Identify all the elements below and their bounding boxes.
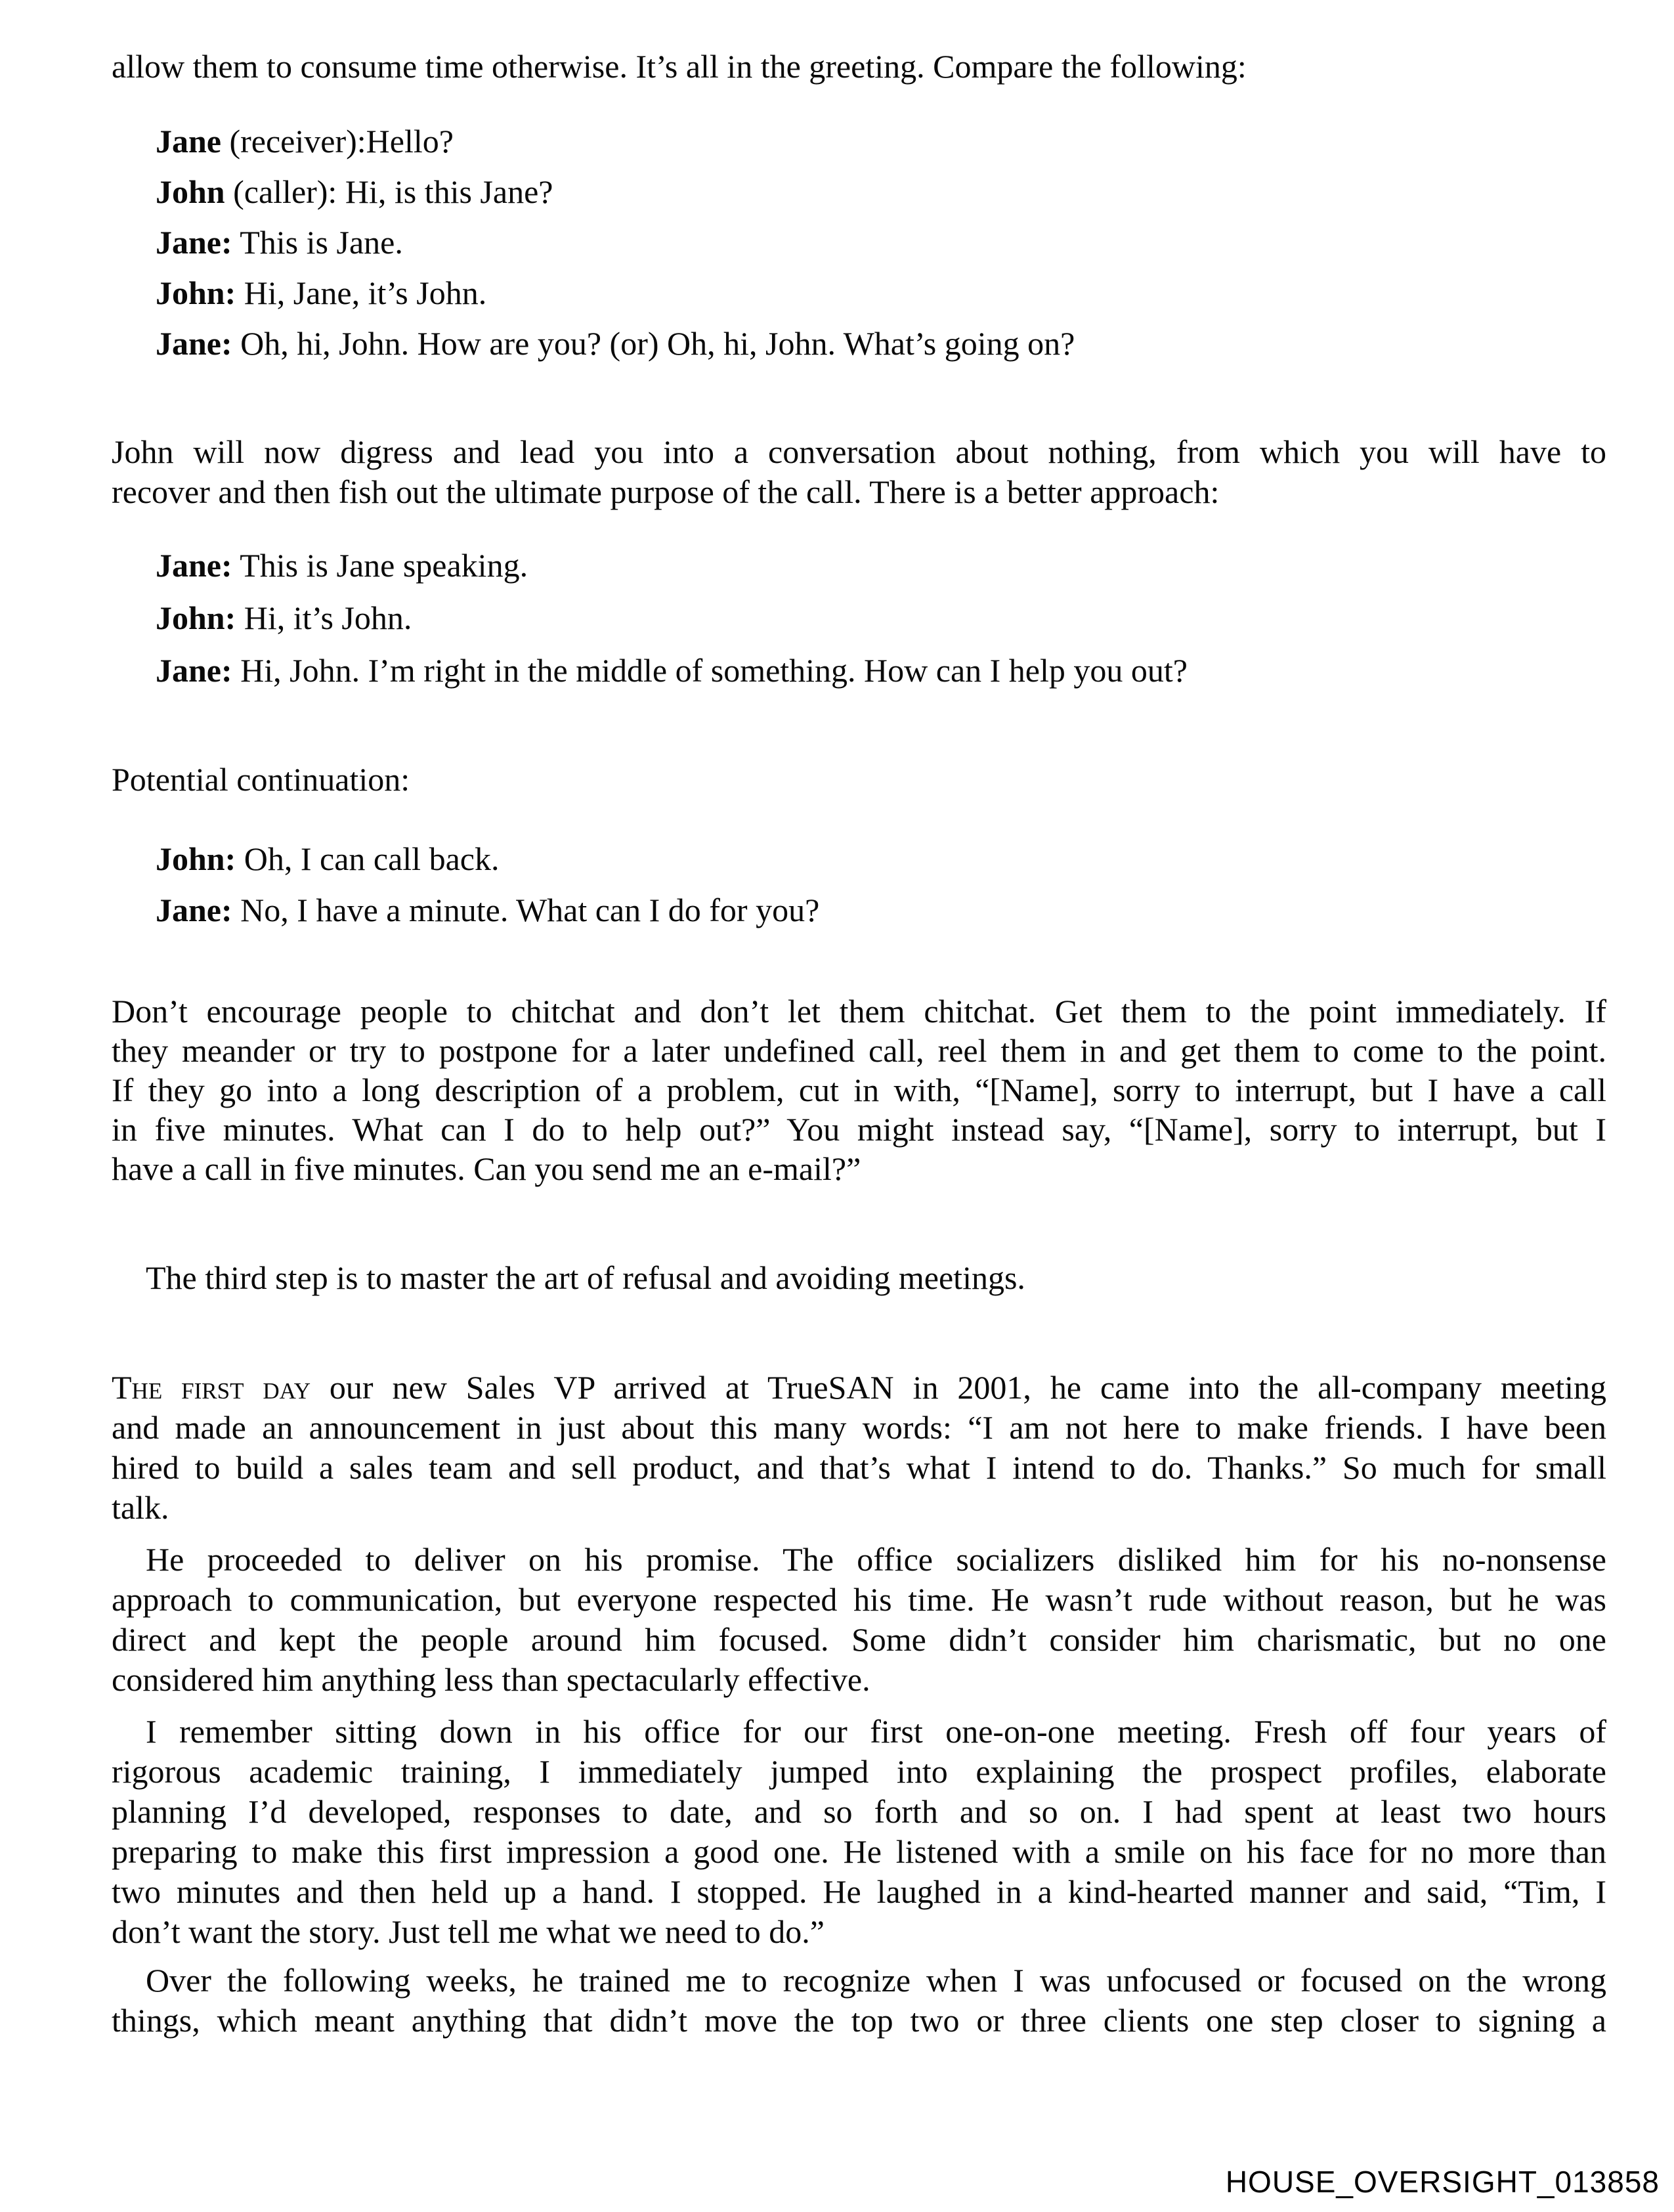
- speaker-name: Jane:: [156, 547, 232, 584]
- speech-text: Oh, I can call back.: [236, 840, 500, 877]
- third-step-line: The third step is to master the art of refusal and avoiding meetings.: [146, 1259, 1025, 1296]
- speaker-name: John:: [156, 599, 236, 636]
- dialogue-better-block: [112, 539, 1606, 697]
- paragraph-line: things, which meant anything that didn’t move the top two or three clients one step closer to signing a: [112, 2002, 1606, 2039]
- paragraph-line: direct and kept the people around him focused. Some didn’t consider him charismatic, but no one: [112, 1621, 1606, 1658]
- paragraph-line: planning I’d developed, responses to date, and so forth and so on. I had spent at least two hours: [112, 1793, 1606, 1830]
- speech-text: This is Jane speaking.: [232, 547, 528, 584]
- paragraph-line: John will now digress and lead you into a conversation about nothing, from which you will have to: [112, 433, 1606, 470]
- paragraph-line: two minutes and then held up a hand. I stopped. He laughed in a kind-hearted manner and said, “Tim, I: [112, 1873, 1606, 1910]
- speech-text: Oh, hi, John. How are you? (or) Oh, hi, John. What’s going on?: [232, 325, 1075, 362]
- speaker-name: John:: [156, 274, 236, 311]
- paragraph-first-day: [112, 1368, 1606, 1528]
- paragraph-line: considered him anything less than spectacularly effective.: [112, 1661, 870, 1698]
- paragraph-digress: [112, 432, 1606, 512]
- speech-text: (receiver):Hello?: [221, 123, 454, 160]
- speaker-name: John:: [156, 840, 236, 877]
- dialogue-line: [156, 539, 1606, 592]
- intro-line: allow them to consume time otherwise. It’s all in the greeting. Compare the following:: [112, 48, 1247, 85]
- paragraph-line: He proceeded to deliver on his promise. The office socializers disliked him for his no-nonsense: [146, 1541, 1606, 1578]
- speech-text: Hi, it’s John.: [236, 599, 412, 636]
- dialogue-line: [156, 116, 1606, 167]
- paragraph-following-weeks: [112, 1961, 1606, 2041]
- paragraph-one-on-one: [112, 1712, 1606, 1952]
- paragraph-chitchat: [112, 991, 1606, 1188]
- paragraph-line: [112, 1368, 1606, 1408]
- speaker-name: Jane: [156, 123, 221, 160]
- dialogue-continuation-block: [112, 833, 1606, 936]
- paragraph-line: I remember sitting down in his office for our first one-on-one meeting. Fresh off four years of: [146, 1713, 1606, 1750]
- line-rest: our new Sales VP arrived at TrueSAN in 2001, he came into the all-company meeting: [311, 1369, 1606, 1406]
- paragraph-line: approach to communication, but everyone respected his time. He wasn’t rude without reason, but he was: [112, 1581, 1606, 1618]
- paragraph-line: have a call in five minutes. Can you send me an e-mail?”: [112, 1150, 861, 1187]
- paragraph-line: preparing to make this first impression a good one. He listened with a smile on his face for no more than: [112, 1833, 1606, 1870]
- paragraph-line: talk.: [112, 1489, 169, 1526]
- dialogue-line: [156, 268, 1606, 318]
- speech-text: Hi, Jane, it’s John.: [236, 274, 487, 311]
- speech-text: No, I have a minute. What can I do for you?: [232, 892, 820, 928]
- dialogue-line: [156, 167, 1606, 217]
- paragraph-promise: [112, 1540, 1606, 1700]
- paragraph-line: If they go into a long description of a problem, cut in with, “[Name], sorry to interrupt, but I have a call: [112, 1072, 1606, 1108]
- speaker-name: Jane:: [156, 892, 232, 928]
- speaker-name: John: [156, 173, 225, 210]
- smallcaps-lead: The first day: [112, 1369, 311, 1406]
- speaker-name: Jane:: [156, 224, 232, 261]
- paragraph-line: recover and then fish out the ultimate purpose of the call. There is a better approach:: [112, 473, 1220, 510]
- dialogue-line: [156, 318, 1606, 369]
- dialogue-line: [156, 884, 1606, 936]
- paragraph-line: Over the following weeks, he trained me to recognize when I was unfocused or focused on the wrong: [146, 1962, 1606, 1999]
- paragraph-line: Don’t encourage people to chitchat and don’t let them chitchat. Get them to the point immediately. If: [112, 993, 1606, 1030]
- dialogue-line: [156, 833, 1606, 884]
- bates-number: HOUSE_OVERSIGHT_013858: [1225, 2165, 1660, 2199]
- continuation-heading: Potential continuation:: [112, 761, 410, 798]
- paragraph-line: don’t want the story. Just tell me what we need to do.”: [112, 1913, 825, 1950]
- speaker-name: Jane:: [156, 325, 232, 362]
- dialogue-line: [156, 217, 1606, 268]
- paragraph-line: in five minutes. What can I do to help out?” You might instead say, “[Name], sorry to interrupt, but I: [112, 1111, 1606, 1148]
- speech-text: (caller): Hi, is this Jane?: [225, 173, 553, 210]
- paragraph-line: rigorous academic training, I immediately jumped into explaining the prospect profiles, elaborate: [112, 1753, 1606, 1790]
- dialogue-line: [156, 592, 1606, 644]
- speech-text: Hi, John. I’m right in the middle of something. How can I help you out?: [232, 652, 1188, 689]
- dialogue-line: [156, 644, 1606, 697]
- paragraph-line: hired to build a sales team and sell product, and that’s what I intend to do. Thanks.” So much for small: [112, 1449, 1606, 1486]
- paragraph-line: they meander or try to postpone for a later undefined call, reel them in and get them to come to the point.: [112, 1032, 1606, 1069]
- speech-text: This is Jane.: [232, 224, 403, 261]
- dialogue-intro-block: [112, 116, 1606, 369]
- speaker-name: Jane:: [156, 652, 232, 689]
- paragraph-line: and made an announcement in just about this many words: “I am not here to make friends. I have been: [112, 1409, 1606, 1446]
